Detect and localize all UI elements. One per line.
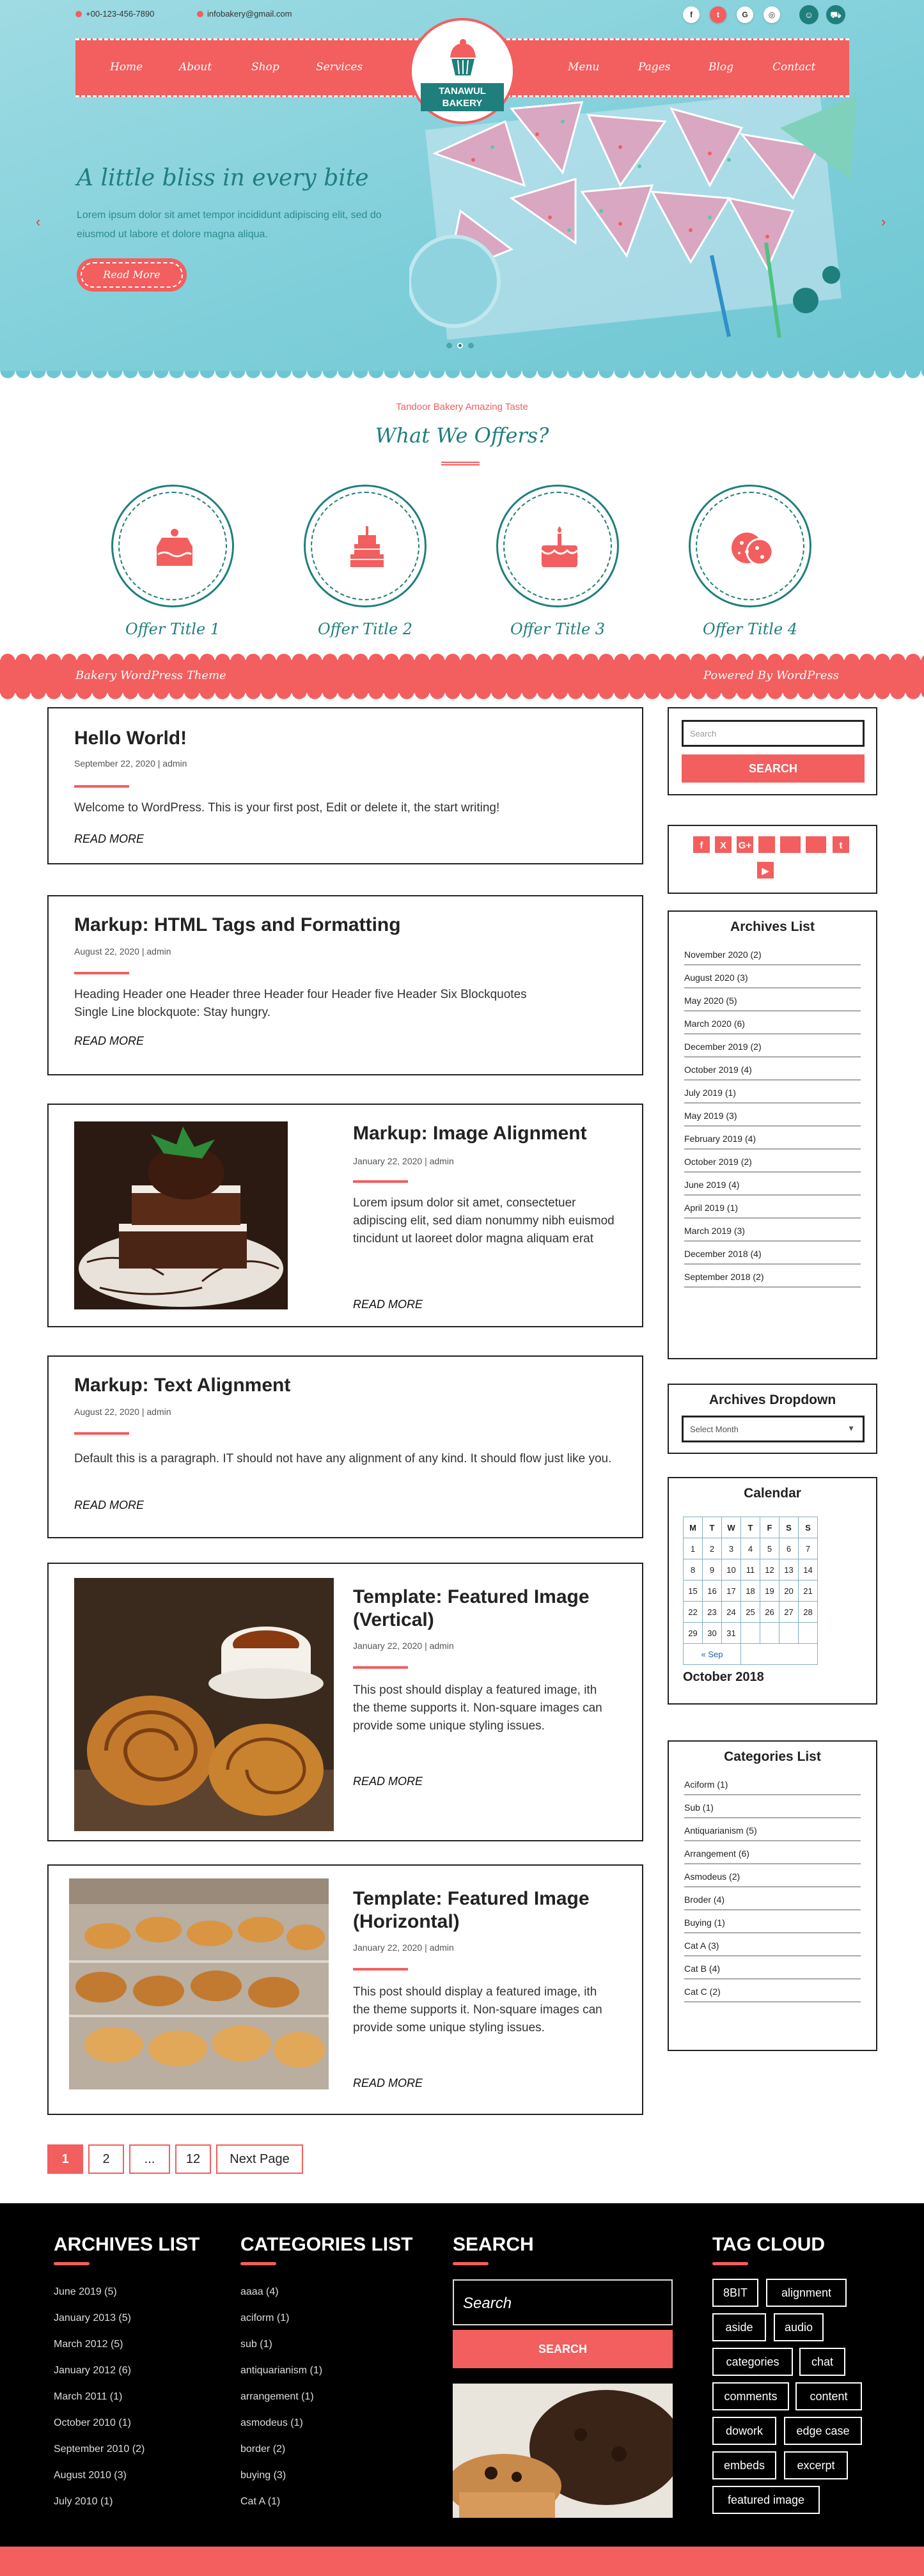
post-title[interactable]: Markup: HTML Tags and Formatting: [74, 914, 401, 935]
tag-link[interactable]: comments: [712, 2382, 789, 2410]
sidebar-categories-widget: [668, 1740, 877, 2051]
post-meta: January 22, 2020 | admin: [353, 1156, 454, 1166]
tag-link[interactable]: 8BIT: [712, 2279, 758, 2307]
offer-item-1[interactable]: [111, 485, 234, 638]
calendar-day: 12: [760, 1559, 779, 1581]
footer-archive-link[interactable]: January 2012 (6): [54, 2365, 131, 2376]
calendar-day: 4: [741, 1538, 760, 1559]
footer-category-link[interactable]: Cat A (1): [240, 2496, 281, 2507]
categories-title: Categories List: [724, 1749, 821, 1764]
footer-muffin-image: [453, 2384, 673, 2518]
post-meta: August 22, 2020 | admin: [74, 946, 171, 956]
band-right-text: Powered By WordPress: [703, 669, 839, 682]
calendar-day: 23: [703, 1602, 722, 1623]
google-icon[interactable]: G: [737, 6, 753, 23]
hero-read-more-button[interactable]: Read More: [77, 258, 187, 292]
footer-archive-link[interactable]: September 2010 (2): [54, 2444, 145, 2455]
footer-category-link[interactable]: aaaa (4): [240, 2286, 279, 2297]
post-card: [47, 707, 643, 864]
logo-ribbon: [421, 83, 504, 111]
offer-ring: [304, 485, 427, 607]
logo-line2: BAKERY: [442, 98, 483, 109]
footer-search-button[interactable]: SEARCH: [453, 2330, 673, 2368]
category-link[interactable]: Cat C (2): [684, 1979, 861, 2002]
pagination-ellipsis: ...: [129, 2144, 170, 2174]
post-card: [47, 1104, 643, 1327]
archives-title: Archives List: [730, 919, 815, 934]
archive-link[interactable]: November 2020 (2): [684, 942, 861, 965]
archive-link[interactable]: October 2019 (4): [684, 1058, 861, 1081]
archive-link[interactable]: April 2019 (1): [684, 1196, 861, 1219]
calendar-weekday: F: [760, 1517, 779, 1538]
categories-list: [684, 1772, 861, 2002]
calendar-day: 2: [703, 1538, 722, 1559]
post-thumbnail-chocolate-cake[interactable]: [74, 1121, 288, 1309]
category-link[interactable]: Broder (4): [684, 1887, 861, 1910]
post-card: [47, 1864, 643, 2115]
slider-dot[interactable]: [446, 343, 452, 348]
calendar-day: 10: [722, 1559, 741, 1581]
archive-link[interactable]: February 2019 (4): [684, 1127, 861, 1150]
hero-heading: A little bliss in every bite: [77, 165, 369, 191]
calendar-day: 17: [722, 1581, 741, 1602]
calendar-day: 1: [684, 1538, 703, 1559]
post-card: [47, 1563, 643, 1841]
nav-home[interactable]: Home: [110, 61, 143, 74]
offer-ring: [496, 485, 619, 607]
offer-item-2[interactable]: [304, 485, 427, 638]
archive-link[interactable]: June 2019 (4): [684, 1173, 861, 1196]
post-title[interactable]: Template: Featured Image (Horizontal): [353, 1888, 590, 1932]
footer-categories-title: CATEGORIES LIST: [240, 2234, 413, 2255]
calendar-day: 13: [779, 1559, 799, 1581]
calendar-day: 18: [741, 1581, 760, 1602]
tag-link[interactable]: audio: [774, 2313, 824, 2341]
layer-cake-icon: [341, 522, 393, 574]
post-meta: January 22, 2020 | admin: [353, 1942, 454, 1953]
calendar-table: [683, 1517, 818, 1665]
offer-ring: [689, 485, 811, 607]
calendar-weekday: W: [722, 1517, 741, 1538]
logo-line1: TANAWUL: [439, 86, 486, 97]
offers-kicker: Tandoor Bakery Amazing Taste: [396, 402, 528, 412]
footer-title-underline: [453, 2262, 489, 2265]
calendar-day: 30: [703, 1623, 722, 1644]
read-more-link[interactable]: READ MORE: [74, 832, 145, 845]
tumblr-icon[interactable]: t: [831, 835, 850, 854]
footer-category-link[interactable]: buying (3): [240, 2470, 286, 2481]
archive-link[interactable]: August 2020 (3): [684, 965, 861, 988]
cookies-icon: [726, 522, 778, 574]
sidebar-social-widget: [668, 825, 877, 894]
site-footer: [0, 2203, 924, 2547]
nav-services[interactable]: Services: [316, 61, 363, 74]
offers-heading: What We Offers?: [375, 423, 549, 448]
calendar-day: 27: [779, 1602, 799, 1623]
tag-link[interactable]: dowork: [712, 2417, 776, 2445]
calendar-day: 11: [741, 1559, 760, 1581]
phone-contact[interactable]: [75, 9, 154, 19]
band-scallop-top: [0, 652, 924, 661]
category-link[interactable]: Sub (1): [684, 1795, 861, 1818]
calendar-day: [741, 1623, 760, 1644]
footer-category-link[interactable]: arrangement (1): [240, 2391, 314, 2402]
email-text: infobakery@gmail.com: [207, 9, 292, 19]
calendar-weekday: S: [779, 1517, 799, 1538]
nav-menu[interactable]: Menu: [568, 61, 600, 74]
calendar-weekday: T: [741, 1517, 760, 1538]
category-link[interactable]: Antiquarianism (5): [684, 1818, 861, 1841]
post-title[interactable]: Markup: Image Alignment: [353, 1123, 587, 1144]
post-card: [47, 895, 643, 1075]
hero-section: [0, 0, 924, 384]
category-link[interactable]: Asmodeus (2): [684, 1864, 861, 1887]
calendar-day: 22: [684, 1602, 703, 1623]
post-title[interactable]: Markup: Text Alignment: [74, 1375, 291, 1396]
footer-archives-title: ARCHIVES LIST: [54, 2234, 200, 2255]
dropdown-title: Archives Dropdown: [709, 1393, 836, 1407]
pagination-next[interactable]: Next Page: [216, 2144, 303, 2174]
archive-link[interactable]: March 2019 (3): [684, 1219, 861, 1242]
cupcake-logo-icon: [442, 38, 483, 79]
slider-dot-active[interactable]: [457, 343, 463, 348]
post-title-underline: [74, 785, 129, 788]
post-excerpt: This post should display a featured image, ith the theme supports it. Non-square images can provide some unique styling issues.: [353, 1683, 602, 1733]
nav-blog[interactable]: Blog: [709, 61, 734, 74]
offer-ring: [111, 485, 234, 607]
post-title-underline: [74, 1432, 129, 1435]
offer-title-1[interactable]: Offer Title 1: [125, 620, 221, 638]
google-plus-icon[interactable]: G+: [735, 835, 755, 854]
sidebar-archives-widget: [668, 910, 877, 1359]
post-title-underline: [74, 972, 129, 974]
category-link[interactable]: Buying (1): [684, 1910, 861, 1933]
post-title[interactable]: Hello World!: [74, 728, 187, 749]
post-title-underline: [353, 1180, 408, 1183]
post-thumbnail-pastries-tea[interactable]: [74, 1578, 334, 1831]
calendar-day: 5: [760, 1538, 779, 1559]
heading-divider: [441, 462, 480, 465]
pagination-current[interactable]: 1: [47, 2144, 83, 2174]
read-more-link[interactable]: READ MORE: [353, 2077, 423, 2089]
tag-link[interactable]: chat: [799, 2348, 845, 2376]
user-account-icon[interactable]: ☺: [799, 5, 818, 24]
footer-title-underline: [54, 2262, 90, 2265]
footer-archive-link[interactable]: June 2019 (5): [54, 2286, 117, 2297]
archive-link[interactable]: December 2019 (2): [684, 1034, 861, 1058]
category-link[interactable]: Aciform (1): [684, 1772, 861, 1795]
calendar-day: 25: [741, 1602, 760, 1623]
slider-next-arrow[interactable]: ›: [881, 214, 886, 230]
footer-archive-link[interactable]: July 2010 (1): [54, 2496, 113, 2507]
calendar-weekday: S: [799, 1517, 818, 1538]
sidebar-dropdown-widget: [668, 1384, 877, 1454]
calendar-day: [779, 1623, 799, 1644]
footer-category-link[interactable]: antiquarianism (1): [240, 2365, 323, 2376]
category-link[interactable]: Arrangement (6): [684, 1841, 861, 1864]
calendar-day: 19: [760, 1581, 779, 1602]
calendar-day: 28: [799, 1602, 818, 1623]
footer-search-input[interactable]: Search: [453, 2279, 673, 2325]
offer-item-4[interactable]: [689, 485, 811, 638]
nav-shop[interactable]: Shop: [251, 61, 279, 74]
tag-link[interactable]: alignment: [766, 2279, 847, 2307]
facebook-icon[interactable]: f: [692, 835, 711, 854]
calendar-day: 15: [684, 1581, 703, 1602]
footer-category-link[interactable]: asmodeus (1): [240, 2417, 303, 2428]
phone-icon: [75, 11, 82, 17]
linkedin-icon[interactable]: [757, 835, 776, 854]
site-logo[interactable]: [409, 18, 515, 124]
archive-link[interactable]: October 2019 (2): [684, 1150, 861, 1173]
calendar-day: [799, 1623, 818, 1644]
post-meta: August 22, 2020 | admin: [74, 1407, 171, 1417]
footer-archive-link[interactable]: March 2012 (5): [54, 2339, 123, 2350]
instagram-icon[interactable]: ◎: [763, 6, 780, 23]
calendar-weekday: T: [703, 1517, 722, 1538]
post-title-underline: [353, 1666, 408, 1669]
archive-link[interactable]: September 2018 (2): [684, 1265, 861, 1288]
offer-title-2[interactable]: Offer Title 2: [317, 620, 413, 638]
calendar-day: 26: [760, 1602, 779, 1623]
post-excerpt: Default this is a paragraph. IT should not have any alignment of any kind. It should flow just like you.: [74, 1452, 612, 1465]
post-excerpt: Heading Header one Header three Header four Header five Header Six Blockquotes Single Line blockquote: Stay hungry.: [74, 988, 527, 1019]
x-icon[interactable]: X: [714, 835, 733, 854]
offer-title-3[interactable]: Offer Title 3: [510, 620, 606, 638]
facebook-icon[interactable]: f: [683, 6, 700, 23]
footer-archive-link[interactable]: August 2010 (3): [54, 2470, 127, 2481]
calendar-caption: October 2018: [683, 1670, 764, 1684]
archive-link[interactable]: May 2019 (3): [684, 1104, 861, 1127]
email-icon: [197, 11, 203, 17]
band-scallop-bottom: [0, 692, 924, 701]
footer-title-underline: [712, 2262, 748, 2265]
post-excerpt: Welcome to WordPress. This is your first post, Edit or delete it, the start writing!: [74, 801, 500, 815]
calendar-day: 31: [722, 1623, 741, 1644]
archive-link[interactable]: May 2020 (5): [684, 988, 861, 1011]
chevron-down-icon: ▼: [847, 1424, 855, 1433]
nav-pages[interactable]: Pages: [638, 61, 671, 74]
calendar-day: 3: [722, 1538, 741, 1559]
post-title[interactable]: Template: Featured Image (Vertical): [353, 1586, 590, 1630]
hero-scallop-edge: [0, 371, 924, 384]
post-card: [47, 1355, 643, 1538]
footer-archive-link[interactable]: October 2010 (1): [54, 2417, 131, 2428]
email-contact[interactable]: [197, 9, 292, 19]
slider-prev-arrow[interactable]: ‹: [36, 214, 41, 230]
select-value: Select Month: [690, 1425, 739, 1434]
calendar-weekday: M: [684, 1517, 703, 1538]
tag-link[interactable]: aside: [712, 2313, 766, 2341]
cart-icon[interactable]: ⛟: [826, 5, 845, 24]
hero-cake-image: [409, 83, 895, 352]
tag-link[interactable]: content: [795, 2382, 862, 2410]
calendar-day: 21: [799, 1581, 818, 1602]
archive-link[interactable]: December 2018 (4): [684, 1242, 861, 1265]
calendar-day: 6: [779, 1538, 799, 1559]
read-more-link[interactable]: READ MORE: [353, 1775, 423, 1788]
read-more-link[interactable]: READ MORE: [353, 1298, 423, 1311]
calendar-day: 14: [799, 1559, 818, 1581]
calendar-day: 7: [799, 1538, 818, 1559]
footer-archive-link[interactable]: January 2013 (5): [54, 2313, 131, 2323]
category-link[interactable]: Cat B (4): [684, 1956, 861, 1979]
theme-band: [0, 660, 924, 693]
nav-contact[interactable]: Contact: [772, 61, 816, 74]
footer-archive-link[interactable]: March 2011 (1): [54, 2391, 123, 2402]
calendar-title: Calendar: [744, 1486, 801, 1501]
read-more-link[interactable]: READ MORE: [74, 1499, 145, 1511]
post-excerpt: Lorem ipsum dolor sit amet, consectetuer adipiscing elit, sed diam nonummy nibh euismod tincidunt ut laoreet dolor magna aliquam erat: [353, 1196, 615, 1245]
sidebar-search-button[interactable]: SEARCH: [682, 754, 865, 783]
pinterest-icon[interactable]: [779, 835, 802, 854]
sidebar-search-widget: [668, 707, 877, 795]
footer-title-underline: [240, 2262, 276, 2265]
calendar-day: 8: [684, 1559, 703, 1581]
calendar-day: 20: [779, 1581, 799, 1602]
sidebar-search-input[interactable]: Search: [682, 720, 865, 747]
post-meta: January 22, 2020 | admin: [353, 1641, 454, 1651]
calendar-day: [760, 1623, 779, 1644]
tag-link[interactable]: edge case: [784, 2417, 862, 2445]
offer-title-4[interactable]: Offer Title 4: [702, 620, 798, 638]
calendar-day: 29: [684, 1623, 703, 1644]
footer-search-title: SEARCH: [453, 2234, 534, 2255]
post-title-underline: [353, 1968, 408, 1971]
tag-link[interactable]: excerpt: [784, 2451, 848, 2479]
calendar-day: 16: [703, 1581, 722, 1602]
youtube-icon[interactable]: ▶: [756, 861, 775, 880]
footer-category-link[interactable]: aciform (1): [240, 2313, 290, 2323]
footer-category-link[interactable]: sub (1): [240, 2339, 272, 2350]
cake-slice-icon: [149, 522, 200, 574]
calendar-day: 24: [722, 1602, 741, 1623]
twitter-icon[interactable]: t: [710, 6, 726, 23]
phone-text: +00-123-456-7890: [86, 9, 155, 19]
calendar-next-empty: [741, 1644, 818, 1665]
footer-tags-title: TAG CLOUD: [712, 2234, 826, 2255]
hero-text: Lorem ipsum dolor sit amet tempor incididunt adipiscing elit, sed do eiusmod ut labore et dolore magna aliqua.: [77, 210, 382, 240]
post-meta: September 22, 2020 | admin: [74, 758, 187, 769]
instagram-icon[interactable]: [804, 835, 827, 854]
archives-select[interactable]: [682, 1416, 865, 1442]
tag-link[interactable]: categories: [712, 2348, 793, 2376]
slider-dot[interactable]: [468, 343, 474, 348]
footer-category-link[interactable]: border (2): [240, 2444, 286, 2455]
tag-link[interactable]: embeds: [712, 2451, 776, 2479]
pagination-page[interactable]: 2: [88, 2144, 124, 2174]
calendar-prev-link[interactable]: « Sep: [684, 1644, 741, 1665]
archive-link[interactable]: March 2020 (6): [684, 1011, 861, 1034]
band-left-text: Bakery WordPress Theme: [75, 669, 226, 682]
nav-about[interactable]: About: [179, 61, 212, 74]
offer-item-3[interactable]: [496, 485, 619, 638]
archives-list: [684, 942, 861, 1288]
post-excerpt: This post should display a featured image, ith the theme supports it. Non-square images can provide some unique styling issues.: [353, 1985, 602, 2034]
slider-dots: [446, 343, 474, 348]
category-link[interactable]: Cat A (3): [684, 1933, 861, 1956]
copyright-band: [0, 2547, 924, 2576]
birthday-cake-icon: [534, 522, 585, 574]
tag-link[interactable]: featured image: [712, 2486, 820, 2514]
calendar-day: 9: [703, 1559, 722, 1581]
pagination-page[interactable]: 12: [175, 2144, 211, 2174]
archive-link[interactable]: July 2019 (1): [684, 1081, 861, 1104]
sidebar-calendar-widget: [668, 1477, 877, 1705]
post-thumbnail-pastry-display[interactable]: [69, 1878, 329, 2089]
read-more-link[interactable]: READ MORE: [74, 1034, 145, 1047]
